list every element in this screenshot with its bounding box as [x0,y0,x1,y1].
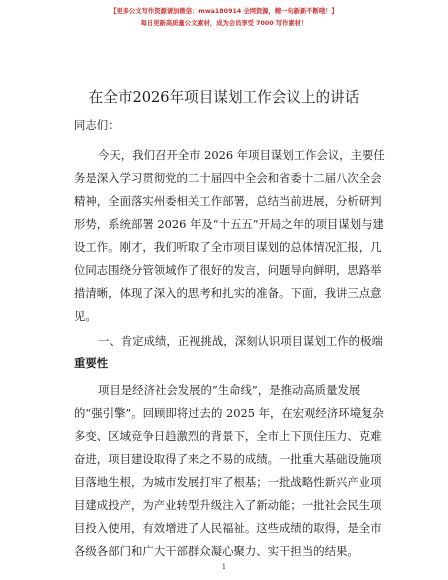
promo-banner-line-2: 每日更新高质量公文素材，成为会员享受 7000 写作素材！ [140,20,308,27]
paragraph-line: 位同志围绕分管领域作了很好的发言，问题导向鲜明，思路举 [74,263,382,277]
paragraph-line: 形势，系统部署 2026 年及“十五五”开局之年的项目谋划与建 [74,217,384,231]
paragraph-line: 目投入使用，有效增进了人民福祉。这些成绩的取得，是全市 [74,521,382,535]
paragraph-line: 目建成投产，为产业转型升级注入了新动能；一批社会民生项 [74,498,382,512]
paragraph-line: 今天，我们召开全市 2026 年项目谋划工作会议，主要任 [98,148,385,162]
section-heading-line: 重要性 [74,356,109,370]
paragraph-line: 精神，全面落实州委相关工作部署，总结当前进展，分析研判 [74,194,382,208]
document-title: 在全市2026年项目谋划工作会议上的讲话 [88,89,360,106]
paragraph-line: 奋进，项目建设取得了来之不易的成绩。一批重大基础设施项 [74,452,382,466]
section-heading-line: 一、肯定成绩，正视挑战，深刻认识项目谋划工作的极端 [98,334,383,348]
paragraph-line: 多变、区域竞争日趋激烈的背景下，全市上下顶住压力、克难 [74,429,382,443]
paragraph-line: 设工作。刚才，我们听取了全市项目谋划的总体情况汇报，几 [74,240,382,254]
paragraph-line: 务是深入学习贯彻党的二十届四中全会和省委十二届八次全会 [74,171,382,185]
paragraph-line: 见。 [74,309,97,323]
paragraph-line: 的“强引擎”。回顾即将过去的 2025 年，在宏观经济环境复杂 [74,406,384,420]
page-number: 1 [221,563,227,571]
promo-banner-line-1: 【更多公文写作资源请加微信：mwa180914 全网资源，精一句新新不断哦！】 [110,8,338,15]
paragraph-line: 各级各部门和广大干部群众凝心聚力、实干担当的结果。 [74,544,359,558]
paragraph-line: 目落地生根，为城市发展打牢了根基；一批战略性新兴产业项 [74,475,382,489]
paragraph-line: 措清晰，体现了深入的思考和扎实的准备。下面，我讲三点意 [74,286,382,300]
salutation: 同志们： [74,118,120,132]
paragraph-line: 项目是经济社会发展的“生命线”，是推动高质量发展 [98,383,361,397]
